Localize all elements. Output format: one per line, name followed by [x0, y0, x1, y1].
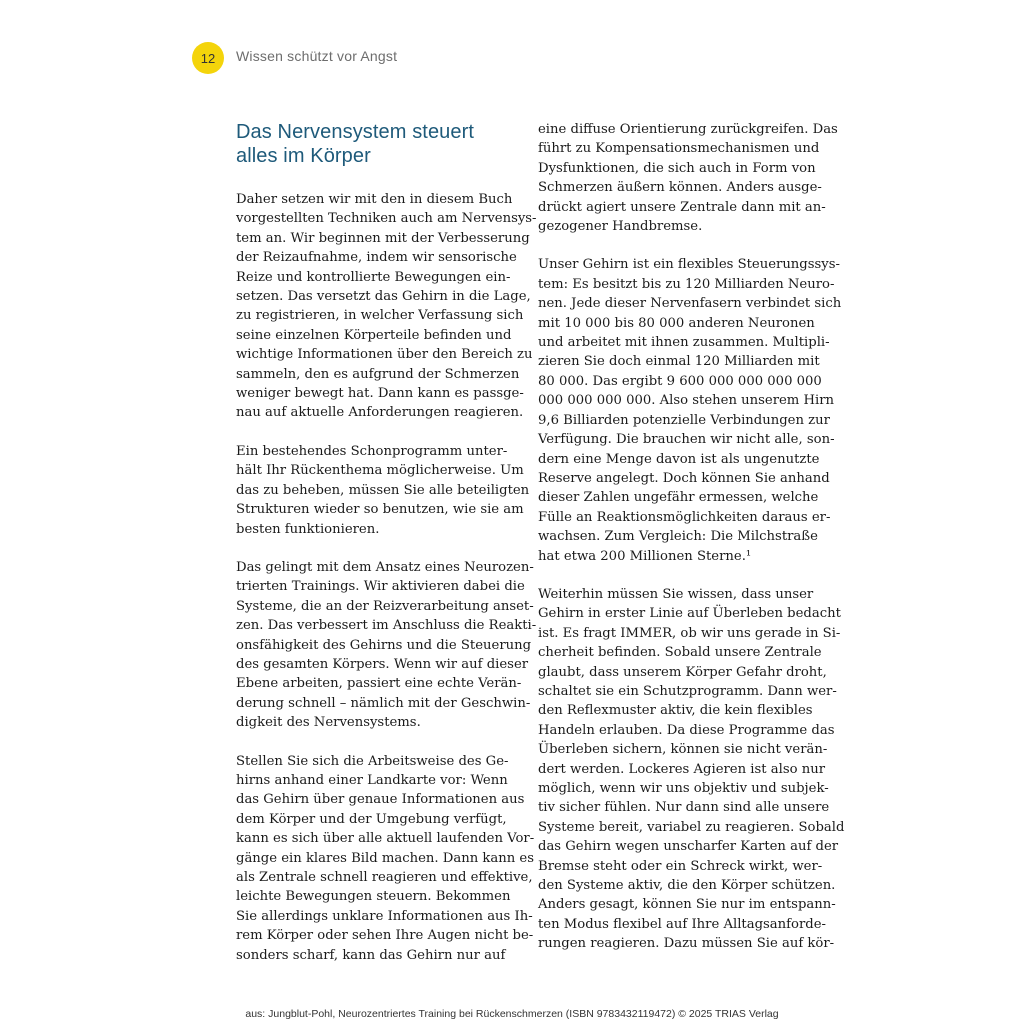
- paragraph-line: tiv sicher fühlen. Nur dann sind alle unsere: [538, 800, 830, 816]
- right-column: [538, 120, 845, 973]
- section-title-line: alles im Körper: [236, 145, 371, 167]
- paragraph-line: Systeme, die an der Reizverarbeitung anset-: [236, 598, 534, 614]
- paragraph-line: als Zentrale schnell reagieren und effektive,: [236, 870, 533, 885]
- paragraph-line: nau auf aktuelle Anforderungen reagieren.: [236, 405, 524, 421]
- paragraph-line: digkeit des Nervensystems.: [236, 715, 421, 731]
- paragraph-line: mit 10 000 bis 80 000 anderen Neuronen: [538, 315, 815, 331]
- paragraph-line: hirns anhand einer Landkarte vor: Wenn: [236, 772, 508, 788]
- paragraph-line: trierten Trainings. Wir aktivieren dabei die: [236, 579, 525, 595]
- paragraph-line: führt zu Kompensationsmechanismen und: [538, 141, 820, 157]
- paragraph-line: ten Modus flexibel auf Ihre Alltagsanforde-: [538, 916, 826, 932]
- paragraph-line: zu registrieren, in welcher Verfassung sich: [236, 308, 524, 324]
- paragraph-line: der Reizaufnahme, indem wir sensorische: [236, 250, 517, 266]
- paragraph-line: dert werden. Lockeres Agieren ist also nur: [538, 761, 826, 777]
- paragraph: [236, 752, 535, 965]
- paragraph-line: Systeme bereit, variabel zu reagieren. Sobald: [538, 819, 845, 835]
- paragraph-line: den Reflexmuster aktiv, die kein flexibles: [538, 703, 813, 719]
- paragraph-line: drückt agiert unsere Zentrale dann mit an-: [538, 199, 826, 215]
- section-title: [236, 120, 509, 168]
- paragraph-line: nen. Jede dieser Nervenfasern verbindet sich: [538, 296, 842, 312]
- paragraph-line: Reize und kontrollierte Bewegungen ein-: [236, 269, 511, 285]
- paragraph-line: Reserve angelegt. Doch können Sie anhand: [538, 470, 830, 486]
- paragraph-line: Stellen Sie sich die Arbeitsweise des Ge-: [236, 753, 509, 769]
- paragraph-line: gänge ein klares Bild machen. Dann kann es: [236, 850, 534, 866]
- footer-citation: aus: Jungblut-Pohl, Neurozentriertes Training bei Rückenschmerzen (ISBN 9783432119472) © 2025 TRIAS Verlag: [245, 1008, 779, 1020]
- paragraph-line: des gesamten Körpers. Wenn wir auf dieser: [236, 656, 529, 672]
- paragraph-line: rem Körper oder sehen Ihre Augen nicht be-: [236, 928, 534, 944]
- paragraph-line: zen. Das verbessert im Anschluss die Reakti-: [236, 618, 537, 634]
- paragraph-line: derung schnell – nämlich mit der Geschwin-: [236, 695, 531, 711]
- paragraph-line: Strukturen wieder so benutzen, wie sie am: [236, 502, 524, 518]
- paragraph-line: den Systeme aktiv, die den Körper schützen.: [538, 878, 836, 894]
- page-number: 12: [200, 50, 216, 66]
- paragraph-line: Bremse steht oder ein Schreck wirkt, wer-: [538, 858, 823, 874]
- paragraph-line: hat etwa 200 Millionen Sterne.¹: [538, 548, 752, 564]
- paragraph-line: wachsen. Zum Vergleich: Die Milchstraße: [538, 529, 818, 545]
- paragraph-line: wichtige Informationen über den Bereich zu: [236, 347, 533, 363]
- paragraph-line: möglich, wenn wir uns objektiv und subjek-: [538, 781, 829, 796]
- paragraph-line: ist. Es fragt IMMER, ob wir uns gerade in Si-: [538, 625, 841, 641]
- paragraph-line: gezogener Handbremse.: [538, 219, 703, 235]
- paragraph-line: 000 000 000 000. Also stehen unserem Hirn: [538, 393, 835, 409]
- paragraph-line: hält Ihr Rückenthema möglicherweise. Um: [236, 463, 524, 479]
- paragraph-line: tem an. Wir beginnen mit der Verbesserung: [236, 230, 530, 246]
- paragraph-line: tem: Es besitzt bis zu 120 Milliarden Neuro-: [538, 276, 835, 292]
- paragraph-line: Sie allerdings unklare Informationen aus Ih-: [236, 908, 533, 924]
- paragraph-line: das zu beheben, müssen Sie alle beteiligten: [236, 482, 530, 498]
- paragraph-line: cherheit befinden. Sobald unsere Zentrale: [538, 645, 822, 661]
- paragraph-line: sonders scharf, kann das Gehirn nur auf: [236, 947, 506, 963]
- paragraph-line: Das gelingt mit dem Ansatz eines Neurozen-: [236, 559, 534, 575]
- paragraph-line: seine einzelnen Körperteile befinden und: [236, 327, 512, 343]
- paragraph-line: eine diffuse Orientierung zurückgreifen. Das: [538, 122, 838, 137]
- paragraph-line: Fülle an Reaktionsmöglichkeiten daraus er-: [538, 509, 831, 525]
- paragraph-line: zieren Sie doch einmal 120 Milliarden mit: [538, 354, 820, 370]
- paragraph-line: Verfügung. Die brauchen wir nicht alle, son-: [538, 432, 835, 448]
- section-title-line: Das Nervensystem steuert: [236, 121, 475, 143]
- running-head: Wissen schützt vor Angst: [236, 48, 398, 64]
- paragraph-line: das Gehirn wegen unscharfer Karten auf der: [538, 839, 839, 855]
- paragraph: [538, 585, 845, 954]
- paragraph-line: Unser Gehirn ist ein flexibles Steuerungssys-: [538, 257, 840, 273]
- paragraph-line: Handeln erlauben. Da diese Programme das: [538, 722, 835, 738]
- paragraph-line: sammeln, den es aufgrund der Schmerzen: [236, 366, 520, 382]
- paragraph-line: weniger bewegt hat. Dann kann es passge-: [236, 386, 524, 402]
- paragraph-line: onsfähigkeit des Gehirns und die Steuerung: [236, 637, 532, 653]
- page-number-badge: [192, 42, 224, 74]
- paragraph-line: glaubt, dass unserem Körper Gefahr droht,: [538, 664, 827, 680]
- right-paragraphs: [538, 120, 845, 954]
- paragraph-line: Gehirn in erster Linie auf Überleben bedacht: [538, 606, 841, 622]
- left-column: [236, 120, 537, 984]
- paragraph-line: setzen. Das versetzt das Gehirn in die Lage,: [236, 289, 531, 305]
- paragraph-line: besten funktionieren.: [236, 521, 380, 537]
- paragraph-line: Daher setzen wir mit den in diesem Buch: [236, 192, 513, 207]
- paragraph: [236, 558, 537, 733]
- paragraph: [236, 442, 530, 539]
- paragraph-line: Anders gesagt, können Sie nur im entspann-: [538, 897, 836, 913]
- paragraph-line: rungen reagieren. Dazu müssen Sie auf kör-: [538, 936, 835, 952]
- paragraph-line: schaltet sie ein Schutzprogramm. Dann wer-: [538, 683, 837, 699]
- paragraph-line: kann es sich über alle aktuell laufenden Vor-: [236, 831, 535, 847]
- paragraph-line: und arbeitet mit ihnen zusammen. Multipli-: [538, 335, 830, 351]
- paragraph-line: das Gehirn über genaue Informationen aus: [236, 792, 525, 808]
- paragraph-line: vorgestellten Techniken auch am Nervensys-: [236, 211, 537, 227]
- paragraph-line: Weiterhin müssen Sie wissen, dass unser: [538, 586, 814, 602]
- paragraph-line: dem Körper und der Umgebung verfügt,: [236, 811, 507, 827]
- left-paragraphs: [236, 190, 537, 965]
- paragraph-line: Überleben sichern, können sie nicht verän-: [538, 742, 828, 758]
- paragraph-line: 80 000. Das ergibt 9 600 000 000 000 000: [538, 373, 822, 389]
- paragraph-line: Ebene arbeiten, passiert eine echte Verän-: [236, 676, 522, 692]
- paragraph-line: leichte Bewegungen steuern. Bekommen: [236, 889, 511, 905]
- paragraph: [538, 255, 842, 566]
- paragraph-line: Ein bestehendes Schonprogramm unter-: [236, 443, 508, 459]
- paragraph-line: Dysfunktionen, die sich auch in Form von: [538, 160, 816, 176]
- paragraph-line: dieser Zahlen ungefähr ermessen, welche: [538, 490, 819, 506]
- paragraph: [538, 120, 838, 236]
- paragraph-line: Schmerzen äußern können. Anders ausge-: [538, 180, 822, 196]
- paragraph-line: 9,6 Billiarden potenzielle Verbindungen zur: [538, 412, 830, 428]
- paragraph: [236, 190, 537, 423]
- paragraph-line: dern eine Menge davon ist als ungenutzte: [538, 451, 820, 467]
